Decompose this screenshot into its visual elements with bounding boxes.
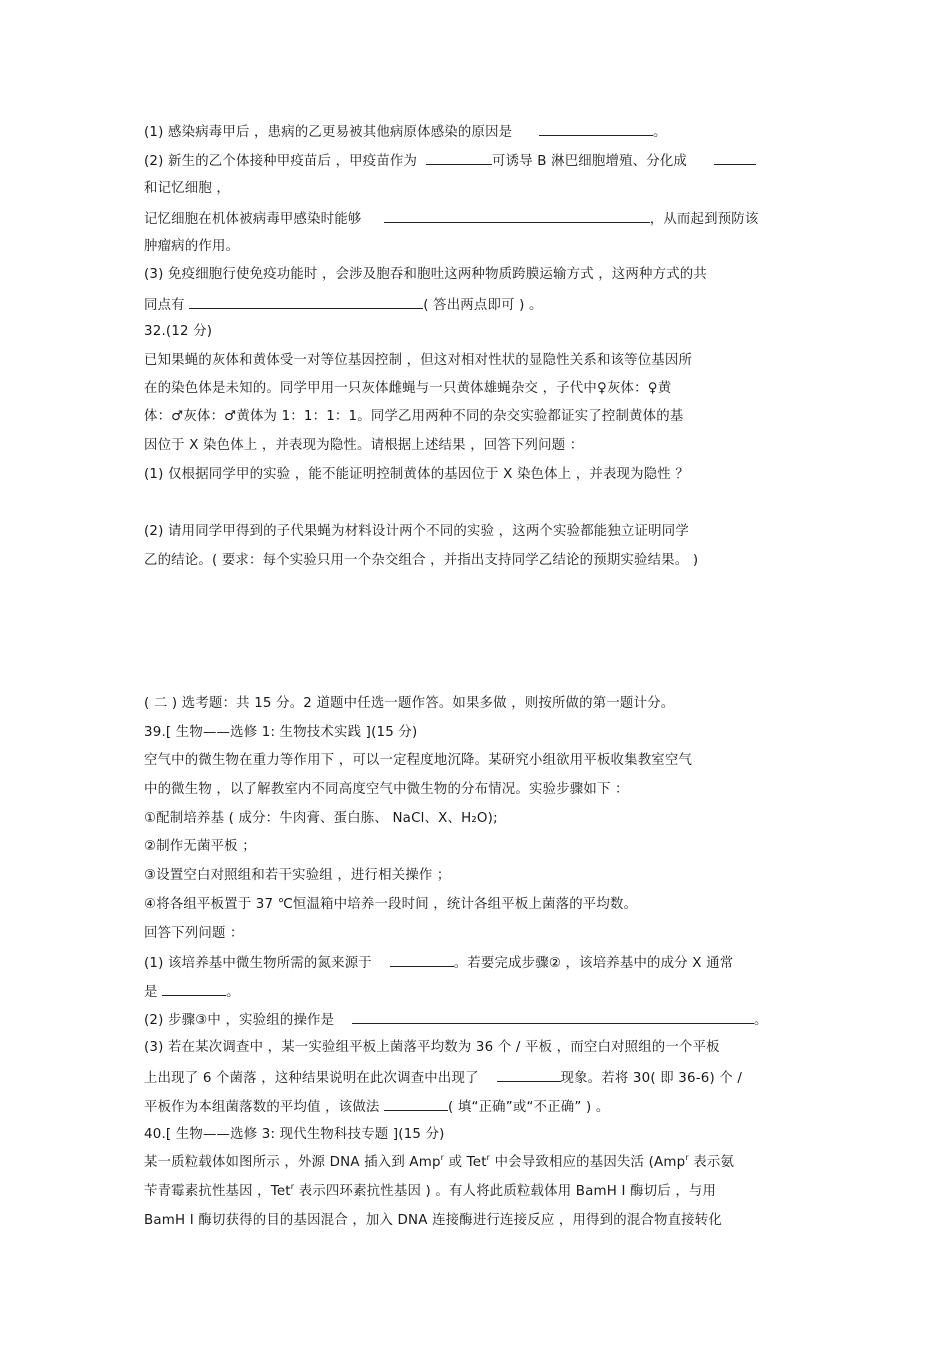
answer-blank[interactable]	[384, 209, 650, 223]
q32-question-2-cont: 乙的结论。( 要求：每个实验只用一个杂交组合 ，并指出支持同学乙结论的预期实验结果。 )	[144, 553, 699, 568]
q39-step-1: ①配制培养基 ( 成分：牛肉膏、蛋白胨、 NaCl、X、H₂O);	[144, 811, 498, 826]
q31-part1-end: 。	[653, 125, 667, 140]
q39-header: 39.[ 生物——选修 1: 生物技术实践 ](15 分)	[144, 725, 418, 740]
q32-question-1: (1) 仅根据同学甲的实验 ，能不能证明控制黄体的基因位于 X 染色体上 ，并表现为隐性 ？	[144, 467, 689, 482]
superscript: r	[440, 1153, 445, 1162]
q40-text: 某一质粒载体如图所示 ，外源 DNA 插入到 Amp	[144, 1155, 441, 1170]
q32-header: 32.(12 分)	[144, 324, 213, 339]
q31-part1	[144, 122, 667, 142]
q39-part1-cont	[144, 982, 240, 1002]
q40-text: 或 Tet	[444, 1155, 487, 1170]
superscript: r	[290, 1182, 295, 1191]
q40-text: 苄青霉素抗性基因 ，Tet	[144, 1184, 291, 1199]
q31-part1-text: (1) 感染病毒甲后 ，患病的乙更易被其他病原体感染的原因是	[144, 125, 513, 140]
q39-part3: (3) 若在某次调查中 ，某一实验组平板上菌落平均数为 36 个 / 平板 ，而空白对照组的一个平板	[144, 1040, 720, 1055]
q39-part2-text: (2) 步骤③中 ，实验组的操作是	[144, 1013, 335, 1028]
answer-blank[interactable]	[497, 1068, 561, 1082]
q39-stem-line: 空气中的微生物在重力等作用下 ，可以一定程度地沉降。某研究小组欲用平板收集教室空气	[144, 753, 693, 768]
q39-part1-text-c: 是	[144, 985, 158, 1000]
answer-blank[interactable]	[714, 151, 756, 165]
q39-part3-cont2	[144, 1097, 609, 1117]
q31-part2-memory	[144, 209, 758, 229]
q32-stem-line: 已知果蝇的灰体和黄体受一对等位基因控制 ，但这对相对性状的显隐性关系和该等位基因所	[144, 353, 693, 368]
answer-blank[interactable]	[352, 1010, 754, 1024]
q31-part2-memory-text: 记忆细胞在机体被病毒甲感染时能够	[144, 212, 362, 227]
q40-text: 中会导致相应的基因失活 (Amp	[490, 1155, 686, 1170]
q39-part2-end: 。	[754, 1013, 768, 1028]
q40-header: 40.[ 生物——选修 3: 现代生物科技专题 ](15 分)	[144, 1127, 445, 1142]
answer-blank[interactable]	[426, 151, 492, 165]
q31-part2-memory-end: ，从而起到预防该	[649, 212, 759, 227]
q31-part3-end: ( 答出两点即可 ) 。	[423, 298, 543, 313]
q31-part2-text-b: 可诱导 B 淋巴细胞增殖、分化成	[492, 154, 688, 169]
q31-part2-cont: 和记忆细胞 ，	[144, 181, 230, 196]
q39-part3-text-d: 平板作为本组菌落数的平均值 ，该做法	[144, 1100, 380, 1115]
q39-step-2: ②制作无菌平板 ；	[144, 839, 256, 854]
q31-part3: (3) 免疫细胞行使免疫功能时 ，会涉及胞吞和胞吐这两种物质跨膜运输方式 ，这两种方式的共	[144, 267, 707, 282]
q32-stem-line: 体：♂灰体：♂黄体为 1：1：1：1。同学乙用两种不同的杂交实验都证实了控制黄体的基	[144, 409, 684, 424]
superscript: r	[685, 1153, 689, 1162]
q40-stem-line	[144, 1154, 734, 1172]
q39-part1-text: (1) 该培养基中微生物所需的氮来源于	[144, 956, 372, 971]
answer-blank[interactable]	[390, 953, 454, 967]
q39-part2	[144, 1010, 768, 1030]
q39-part3-cont	[144, 1068, 742, 1088]
q32-stem-line: 在的染色体是未知的。同学甲用一只灰体雌蝇与一只黄体雄蝇杂交 ，子代中♀灰体：♀黄	[144, 381, 672, 396]
q39-answer-prompt: 回答下列问题 ：	[144, 926, 244, 941]
q39-part1	[144, 953, 733, 973]
q39-step-4: ④将各组平板置于 37 ℃恒温箱中培养一段时间 ，统计各组平板上菌落的平均数。	[144, 897, 638, 912]
q40-stem-line	[144, 1183, 716, 1201]
q40-text: 表示四环素抗性基因 ) 。有人将此质粒载体用 BamH Ⅰ 酶切后 ，与用	[294, 1184, 717, 1199]
q39-part1-end: 。	[226, 985, 240, 1000]
q39-part3-text-c: 现象。若将 30( 即 36-6) 个 /	[560, 1071, 743, 1086]
q40-text: 表示氨	[688, 1155, 735, 1170]
q39-part1-text-b: 。若要完成步骤② ，该培养基中的成分 X 通常	[453, 956, 734, 971]
answer-blank[interactable]	[384, 1097, 448, 1111]
section-elective-heading: ( 二 ) 选考题：共 15 分。2 道题中任选一题作答。如果多做 ，则按所做的第一题计分。	[144, 696, 675, 711]
answer-blank[interactable]	[189, 295, 423, 309]
q31-part3-cont	[144, 295, 543, 315]
q32-stem-line: 因位于 X 染色体上 ，并表现为隐性。请根据上述结果 ，回答下列问题 ：	[144, 438, 584, 453]
q40-stem-line: BamH Ⅰ 酶切获得的目的基因混合 ，加入 DNA 连接酶进行连接反应 ，用得到的混合物直接转化	[144, 1213, 722, 1228]
q39-part3-text: 上出现了 6 个菌落 ，这种结果说明在此次调查中出现了	[144, 1071, 479, 1086]
q32-question-2: (2) 请用同学甲得到的子代果蝇为材料设计两个不同的实验 ，这两个实验都能独立证明同学	[144, 524, 689, 539]
q31-part2-text: (2) 新生的乙个体接种甲疫苗后 ，甲疫苗作为	[144, 154, 418, 169]
q39-step-3: ③设置空白对照组和若干实验组 ，进行相关操作 ；	[144, 868, 451, 883]
q39-part3-end: ( 填“正确”或“不正确” ) 。	[447, 1100, 610, 1115]
q39-stem-line: 中的微生物 ，以了解教室内不同高度空气中微生物的分布情况。实验步骤如下 ：	[144, 782, 629, 797]
superscript: r	[486, 1153, 491, 1162]
answer-blank[interactable]	[539, 122, 653, 136]
answer-blank[interactable]	[162, 982, 226, 996]
q31-part3-text: 同点有	[144, 298, 185, 313]
q31-part2-end: 肿瘤病的作用。	[144, 239, 240, 254]
q31-part2	[144, 151, 756, 171]
